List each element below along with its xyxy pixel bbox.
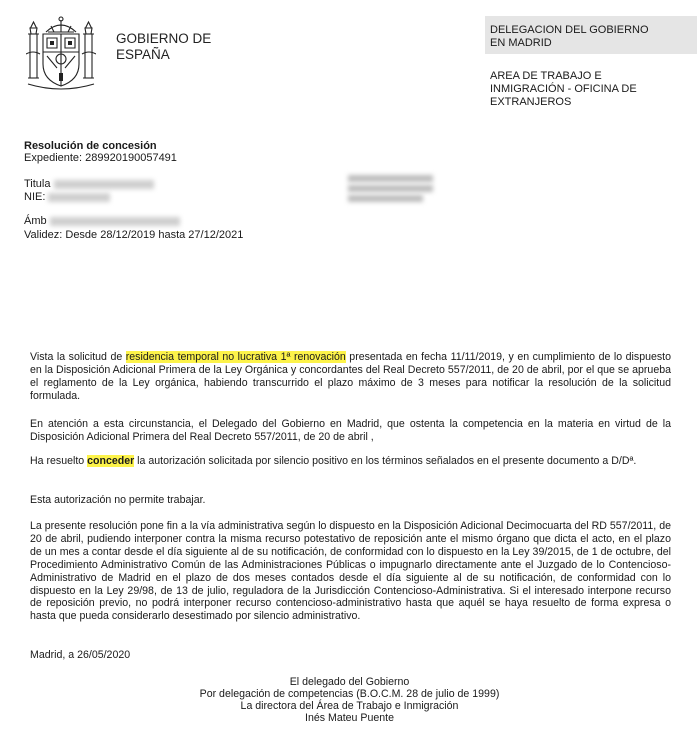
area-line3: EXTRANJEROS	[490, 96, 572, 108]
redacted-name	[54, 180, 154, 189]
delegation-line2: EN MADRID	[490, 37, 552, 49]
paragraph-atencion: En atención a esta circunstancia, el Delegado del Gobierno en Madrid, que ostenta la competencia en la materia en virtud de la Disposición Adicional Primera del Real Decreto 557/2011, de 20 de abril ,	[30, 418, 671, 443]
signature-line3: La directora del Área de Trabajo e Inmigración	[240, 700, 459, 712]
area-office	[490, 70, 690, 109]
resolution-title: Resolución de concesión	[24, 140, 157, 152]
signature-line2: Por delegación de competencias (B.O.C.M. 28 de julio de 1999)	[199, 688, 500, 700]
nie-label: NIE:	[24, 191, 46, 203]
paragraph-recursos: La presente resolución pone fin a la vía administrativa según lo dispuesto en la Disposición Adicional Decimocuarta del RD 557/2011, de 20 de abril, pudiendo interponer contra la misma recurso potestativo de reposición ante el mismo órgano que dicta el acto, en el plazo de un mes a contar desde el día siguiente al de su notificación, de conformidad con lo dispuesto en la Ley 39/2015, de 1 de octubre, del Procedimiento Administrativo Común de las Administraciones Públicas o impugnarlo directamente ante el Juzgado de lo Contencioso-Administrativo de Madrid en el plazo de dos meses contados desde el día siguiente al de su notificación, de conformidad con lo dispuesto en la Ley 29/98, de 13 de julio, reguladora de la Jurisdicción Contencioso-Administrativa. Si el interesado interpone recurso de reposición previo, no podrá interponer recurso contencioso-administrativo hasta que aquél se haya resuelto de forma expresa o hasta que pueda considerarlo desestimado por silencio administrativo.	[30, 520, 671, 623]
highlight-conceder: conceder	[87, 455, 135, 467]
validez-field: Validez: Desde 28/12/2019 hasta 27/12/2021	[24, 229, 244, 241]
gov-name-line2: ESPAÑA	[116, 47, 170, 62]
coat-of-arms-logo	[26, 14, 96, 92]
delegation-line1: DELEGACION DEL GOBIERNO	[490, 24, 649, 36]
paragraph-solicitud: Vista la solicitud de residencia temporal no lucrativa 1ª renovación presentada en fecha 11/11/2019, y en cumplimiento de lo dispuesto en la Disposición Adicional Primera de la Ley Orgánica y concordantes del Real Decreto 557/2011, de 20 de abril, por el que se aprueba el reglamento de la Ley orgánica, habiendo transcurrido el plazo máximo de 3 meses para notificar la resolución de la solicitud formulada.	[30, 351, 672, 402]
ambito-field	[24, 215, 180, 228]
signature-line4: Inés Mateu Puente	[305, 712, 394, 724]
titular-label: Titula	[24, 178, 51, 190]
signature-line1: El delegado del Gobierno	[289, 676, 410, 688]
government-name	[116, 31, 211, 63]
paragraph-resuelto: Ha resuelto conceder la autorización solicitada por silencio positivo en los términos señalados en el presente documento a D/Dª.	[30, 455, 637, 467]
redacted-ambito	[50, 217, 180, 226]
nie-field	[24, 191, 110, 204]
expediente-number: Expediente: 289920190057491	[24, 152, 177, 164]
paragraph-no-trabajar: Esta autorización no permite trabajar.	[30, 494, 206, 506]
area-line2: INMIGRACIÓN - OFICINA DE	[490, 83, 637, 95]
area-line1: AREA DE TRABAJO E	[490, 70, 602, 82]
highlight-residencia: residencia temporal no lucrativa 1ª renovación	[125, 351, 346, 363]
redacted-address	[348, 175, 433, 205]
redacted-nie	[48, 193, 110, 202]
titular-field	[24, 178, 154, 191]
gov-name-line1: GOBIERNO DE	[116, 31, 212, 46]
delegation-box	[485, 16, 697, 54]
ambito-label: Ámb	[24, 215, 47, 227]
document-date: Madrid, a 26/05/2020	[30, 649, 131, 661]
